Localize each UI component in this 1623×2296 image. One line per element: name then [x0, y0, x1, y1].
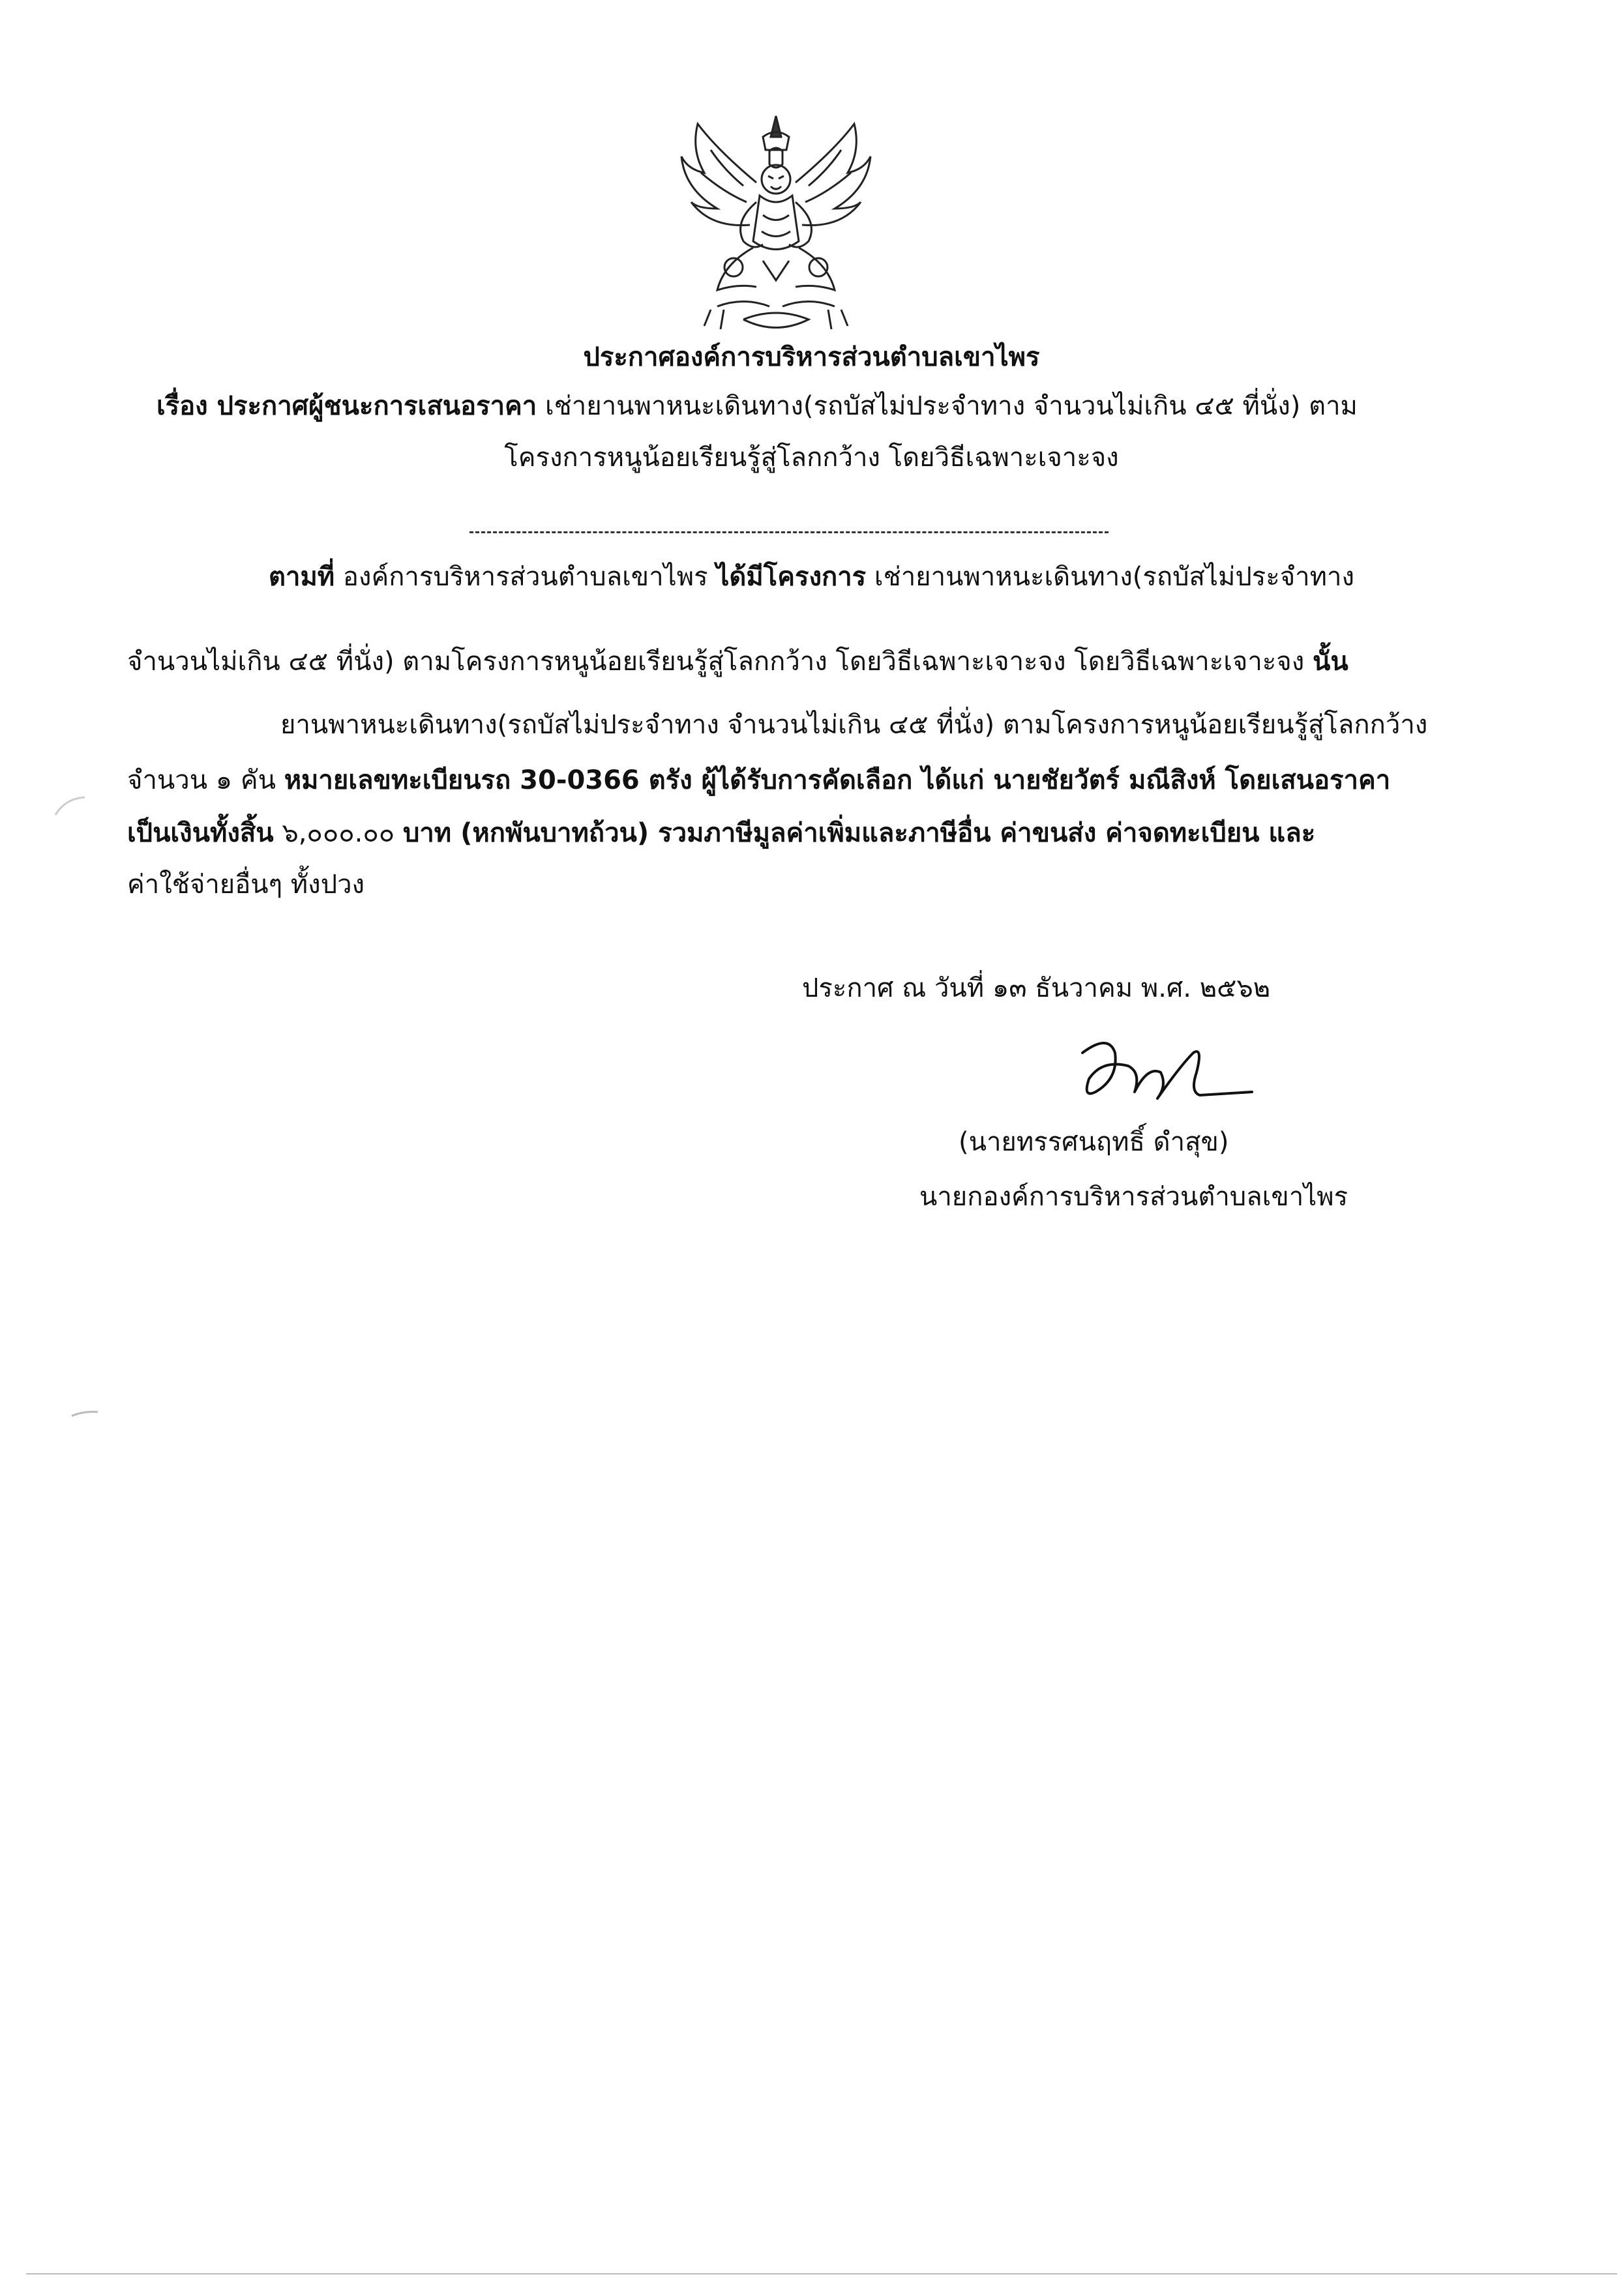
body-line-1	[269, 557, 1354, 596]
body-text: นั้น	[1312, 647, 1348, 677]
amount-value: ๖,๐๐๐.๐๐	[282, 818, 395, 848]
body-line-3: ยานพาหนะเดินทาง(รถบัสไม่ประจำทาง จำนวนไม่เกิน ๔๕ ที่นั่ง) ตามโครงการหนูน้อยเรียนรู้สู่โลกกว้าง	[280, 710, 1428, 740]
body-line-5	[127, 814, 1315, 853]
scan-mark-icon	[46, 792, 91, 825]
body-text: เช่ายานพาหนะเดินทาง(รถบัสไม่ประจำทาง	[874, 562, 1355, 592]
garuda-emblem-icon	[672, 111, 880, 342]
body-line-4	[127, 761, 1390, 800]
body-text: ตามที่	[269, 562, 335, 592]
subject-line-1	[156, 387, 1358, 426]
body-text: ได้มีโครงการ	[716, 562, 867, 592]
signer-title: นายกองค์การบริหารส่วนตำบลเขาไพร	[919, 1182, 1348, 1212]
body-text: บาท (หกพันบาทถ้วน) รวมภาษีมูลค่าเพิ่มและภาษีอื่น ค่าขนส่ง ค่าจดทะเบียน และ	[402, 818, 1316, 848]
body-text: เป็นเงินทั้งสิ้น	[127, 818, 274, 848]
body-text: จำนวน ๑ คัน	[127, 765, 276, 795]
subject-label: เรื่อง ประกาศผู้ชนะการเสนอราคา	[156, 391, 537, 421]
header-separator	[469, 531, 1109, 533]
scan-edge-line	[26, 2273, 1617, 2274]
body-text: หมายเลขทะเบียนรถ 30-0366 ตรัง ผู้ได้รับการคัดเลือก ได้แก่ นายชัยวัตร์ มณีสิงห์ โดยเสนอราคา	[284, 765, 1391, 795]
announce-date-line	[802, 969, 1270, 1008]
scan-mark-icon	[68, 1407, 101, 1420]
announce-date: ๑๓ ธันวาคม พ.ศ. ๒๕๖๒	[992, 973, 1271, 1003]
signature-icon	[1069, 1027, 1258, 1111]
subject-line-2: โครงการหนูน้อยเรียนรู้สู่โลกกว้าง โดยวิธีเฉพาะเจาะจง	[504, 443, 1119, 473]
body-line-6: ค่าใช้จ่ายอื่นๆ ทั้งปวง	[127, 870, 365, 900]
body-line-2	[127, 642, 1348, 681]
body-text: จำนวนไม่เกิน ๔๕ ที่นั่ง) ตามโครงการหนูน้อยเรียนรู้สู่โลกกว้าง โดยวิธีเฉพาะเจาะจง โดยวิธีเฉพาะเจาะจง	[127, 647, 1305, 677]
announce-prefix: ประกาศ ณ วันที่	[802, 973, 985, 1003]
subject-text: เช่ายานพาหนะเดินทาง(รถบัสไม่ประจำทาง จำนวนไม่เกิน ๔๕ ที่นั่ง) ตาม	[544, 391, 1358, 421]
announcement-title: ประกาศองค์การบริหารส่วนตำบลเขาไพร	[583, 342, 1040, 372]
signer-name: (นายทรรศนฤทธิ์ ดำสุข)	[959, 1127, 1229, 1157]
body-text: องค์การบริหารส่วนตำบลเขาไพร	[342, 562, 708, 592]
